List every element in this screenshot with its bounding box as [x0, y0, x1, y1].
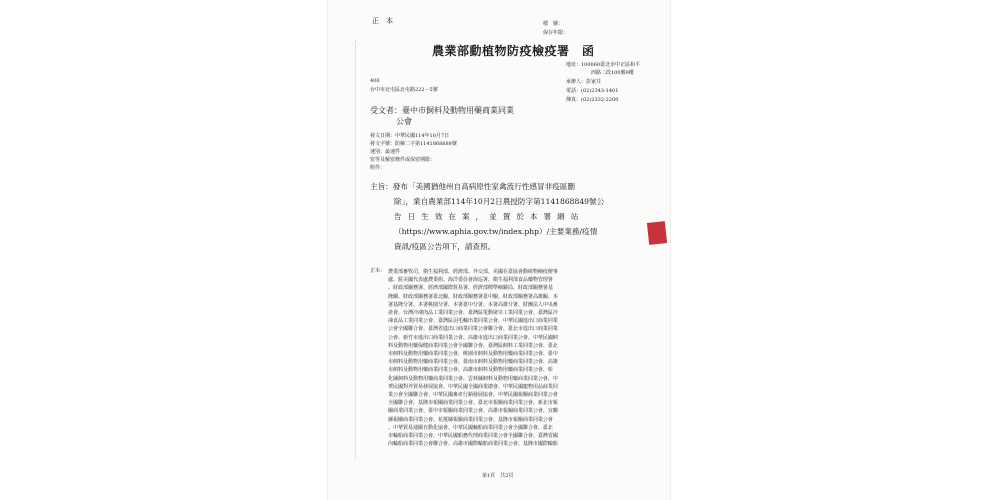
sender-address-line2: 西路二段100號9樓 — [591, 70, 634, 76]
bleed-through-mark — [565, 108, 579, 127]
retention-label: 保存年限： — [543, 30, 569, 36]
recipient-list-line: 產會、台灣冷凍肉品工業同業公會、臺灣區電動屠宰工業同業公會、臺灣區冷 — [388, 310, 558, 317]
recipient-list-line: 市飼料及動物用藥商業同業公會、臺南市飼料及動物用藥商業同業公會、高雄 — [388, 359, 558, 366]
official-seal-stamp — [647, 221, 667, 245]
contact-person: 承辦人：彭家芬 — [566, 79, 602, 85]
recipient-list-line: 關商業同業公會、臺中市報關商業同業公會、高雄市報關商業同業公會、宜蘭 — [388, 408, 558, 415]
delivery-speed: 速別：最速件 — [370, 149, 401, 155]
classification: 密等及解密條件或保密期限： — [370, 157, 436, 163]
recipient-list-line: 料及動物用藥保健商業同業公會全國聯合會、臺灣區飼料工業同業公會、臺北 — [388, 342, 558, 349]
recipient-list-line: 市飼料及動物用藥商業同業公會、桃園市飼料及動物用藥商業同業公會、臺中 — [388, 351, 558, 358]
recipient-list-line: 市輪船商業同業公會、中華民國船務代理商業同業公會全國聯合會、臺灣省國 — [388, 433, 558, 440]
recipient-postal-code: 406 — [370, 78, 380, 84]
recipient-list-line: 隆關、財政部關務署臺北關、財政部關務署臺中關、財政部關務署高雄關、本 — [388, 293, 558, 300]
document-number: 發文字號：防檢二字第1141868888號 — [370, 141, 457, 147]
subject-line: 資訊/疫區公告項下，請查照。 — [394, 242, 496, 251]
page-title: 農業部動植物防疫檢疫署 函 — [432, 44, 595, 58]
recipient-list-line: 公會全國聯合會、臺灣省進出口商業同業公會聯合會、臺北市進出口商業同業 — [388, 326, 558, 333]
phone-number: 電話：(02)2343-1401 — [566, 88, 619, 94]
recipient-list-line: 、財政部關務署、經濟部國際貿易署、經濟部標準檢驗局、財政部關務署基 — [388, 285, 553, 292]
binding-line — [355, 40, 357, 460]
recipient-list-line: 縣報關商業同業公會、花蓮縣報關商業同業公會、基隆市報關商業同業公會 — [388, 416, 553, 423]
recipient-line2: 公會 — [396, 117, 412, 126]
fax-number: 傳真：(02)2332-2200 — [566, 97, 619, 103]
recipient-line1: 受文者：臺中市飼料及動物用藥商業同業 — [370, 106, 514, 115]
recipient-list-line: 市飼料及動物用藥商業同業公會、高雄市飼料及動物用藥商業同業公會、彰 — [388, 367, 553, 374]
file-number-label: 檔 號： — [543, 21, 564, 27]
page-number: 第1頁 共2頁 — [482, 473, 514, 479]
recipient-list-line: 化縣飼料及動物用藥商業同業公會、雲林縣飼料及動物用藥商業同業公會、中 — [388, 375, 558, 382]
recipient-list-line: 業公會全國聯合會、中華民國畜產行銷發展協會、中華民國報關商業同業公會 — [388, 392, 558, 399]
subject-line: 除」，業自農業部114年10月2日農授防字第1141868849號公 — [394, 197, 605, 206]
recipient-list-line: 內輪船商業同業公會聯合會、高雄市國際輪船商業同業公會、基隆市國際輪船 — [388, 441, 558, 448]
issue-date: 發文日期：中華民國114年10月7日 — [370, 133, 450, 139]
recipient-list-line: 處、駐美國代表處農業組、海洋委員會海巡署、衛生福利部食品藥物管理署 — [388, 277, 553, 284]
recipient-list-line: 、中華貿易通關自動化協會、中華民國輸船商業同業公會全國聯合會、臺北 — [388, 424, 553, 431]
subject-line: 主旨：發布「美國猶他州自高病原性家禽流行性感冒非疫區刪 — [370, 182, 576, 191]
copy-type-label: 正 本 — [372, 17, 393, 25]
recipient-list-line: 華民國對外貿易發展協會、中華民國全國商業總會、中華民國寵物用品商業同 — [388, 383, 558, 390]
recipient-list-line: 凍食品工業同業公會、臺灣區羽毛輸出業同業公會、中華民國進出口商業同業 — [388, 318, 558, 325]
attachments: 附件： — [370, 165, 386, 171]
recipient-list-line: 全國聯合會、基隆市報關商業同業公會、臺北市報關商業同業公會、新北市報 — [388, 400, 558, 407]
recipient-address: 台中市北屯區北屯路222－5號 — [370, 87, 438, 93]
recipient-list-line: 農業部畜牧司、衛生福利部、經濟部、外交部、美國在臺協會動植物檢疫辦事 — [388, 269, 558, 275]
main-recipients-label: 正本： — [370, 268, 386, 274]
recipient-list-line: 署基隆分署、本署桃園分署、本署臺中分署、本署高雄分署、財團法人中央畜 — [388, 301, 558, 308]
sender-address-line1: 地址：100060臺北市中正區和平 — [566, 62, 641, 68]
main-recipients-list — [388, 268, 668, 448]
subject-line: 告日生效在案，並置於本署網站 — [394, 212, 585, 221]
subject-line: （https://www.aphia.gov.tw/index.php）/主要業務/疫情 — [394, 227, 598, 236]
recipient-list-line: 公會、新竹市進出口商業同業公會、高雄市進出口商業同業公會、中華民國飼 — [388, 334, 558, 341]
